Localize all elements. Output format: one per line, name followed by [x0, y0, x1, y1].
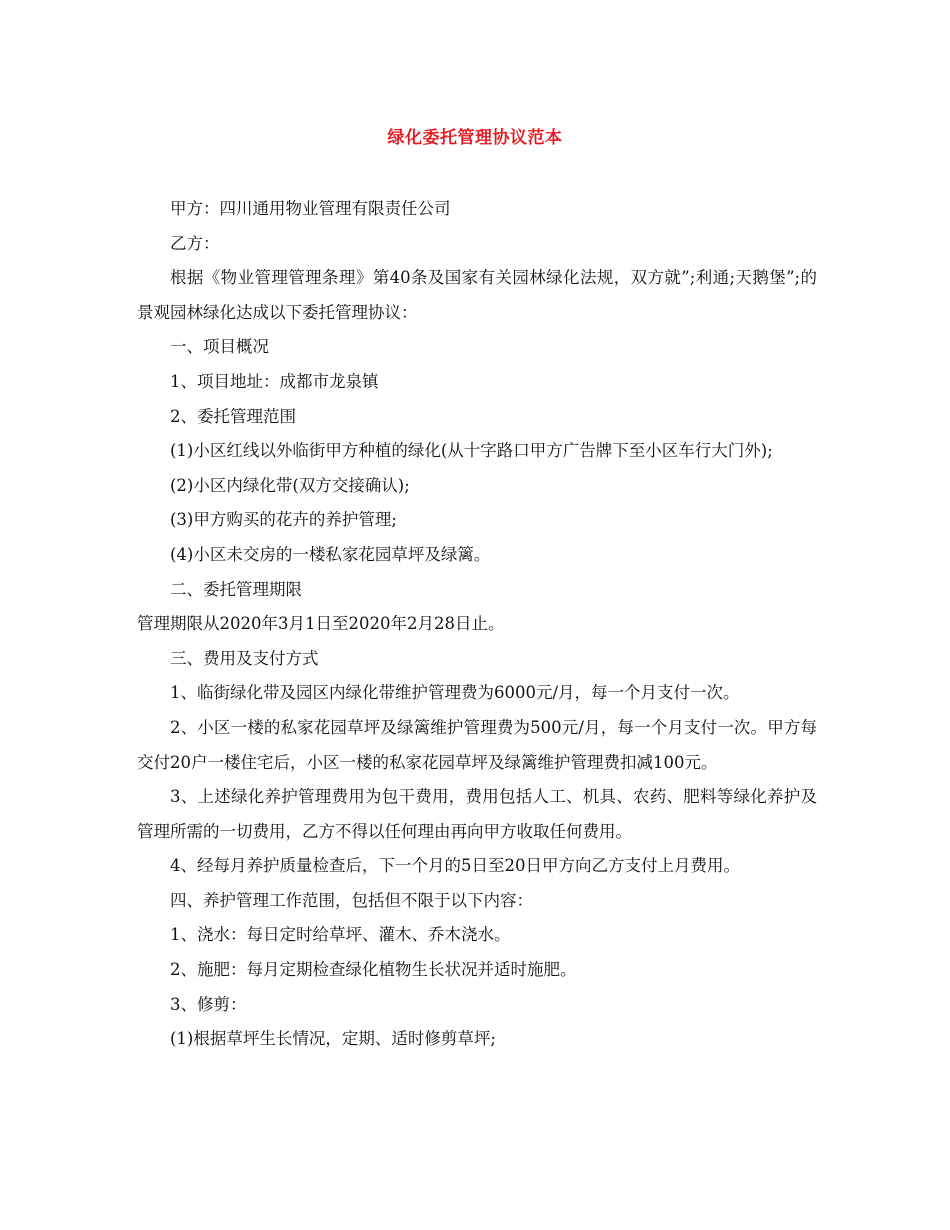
maintenance-item-3: 3、修剪： [170, 994, 247, 1014]
section-heading-term: 二、委托管理期限 [170, 579, 302, 599]
term-paragraph: 管理期限从2020年3月1日至2020年2月28日止。 [137, 614, 505, 634]
scope-item-3: (3)甲方购买的花卉的养护管理; [170, 510, 397, 530]
section-heading-overview: 一、项目概况 [170, 337, 269, 357]
pruning-item-1: (1)根据草坪生长情况，定期、适时修剪草坪; [170, 1029, 496, 1049]
maintenance-item-1: 1、浇水：每日定时给草坪、灌木、乔木浇水。 [170, 925, 511, 945]
preamble-paragraph: 根据《物业管理管理条理》第40条及国家有关园林绿化法规，双方就”;利通;天鹅堡”;的景观园林绿化达成以下委托管理协议： [137, 268, 817, 322]
document-title: 绿化委托管理协议范本 [387, 128, 563, 148]
fee-item-2: 2、小区一楼的私家花园草坪及绿篱维护管理费为500元/月，每一个月支付一次。甲方每交付20户一楼住宅后，小区一楼的私家花园草坪及绿篱维护管理费扣减100元。 [137, 717, 817, 772]
project-address: 1、项目地址：成都市龙泉镇 [170, 371, 379, 391]
section-heading-maintenance: 四、养护管理工作范围，包括但不限于以下内容： [170, 890, 533, 910]
party-b-line: 乙方： [170, 233, 220, 253]
scope-item-2: (2)小区内绿化带(双方交接确认); [170, 475, 410, 495]
fee-item-1: 1、临街绿化带及园区内绿化带维护管理费为6000元/月，每一个月支付一次。 [170, 683, 740, 703]
scope-heading: 2、委托管理范围 [170, 406, 296, 426]
maintenance-item-2: 2、施肥：每月定期检查绿化植物生长状况并适时施肥。 [170, 960, 577, 980]
scope-item-4: (4)小区未交房的一楼私家花园草坪及绿篱。 [170, 544, 491, 564]
party-a-line: 甲方：四川通用物业管理有限责任公司 [170, 199, 451, 218]
section-heading-fees: 三、费用及支付方式 [170, 648, 319, 668]
document-body [137, 192, 817, 1057]
scope-item-1: (1)小区红线以外临街甲方种植的绿化(从十字路口甲方广告牌下至小区车行大门外); [170, 441, 773, 461]
fee-item-3: 3、上述绿化养护管理费用为包干费用，费用包括人工、机具、农药、肥料等绿化养护及管理所需的一切费用，乙方不得以任何理由再向甲方收取任何费用。 [137, 787, 817, 841]
fee-item-4: 4、经每月养护质量检查后，下一个月的5日至20日甲方向乙方支付上月费用。 [170, 856, 740, 876]
